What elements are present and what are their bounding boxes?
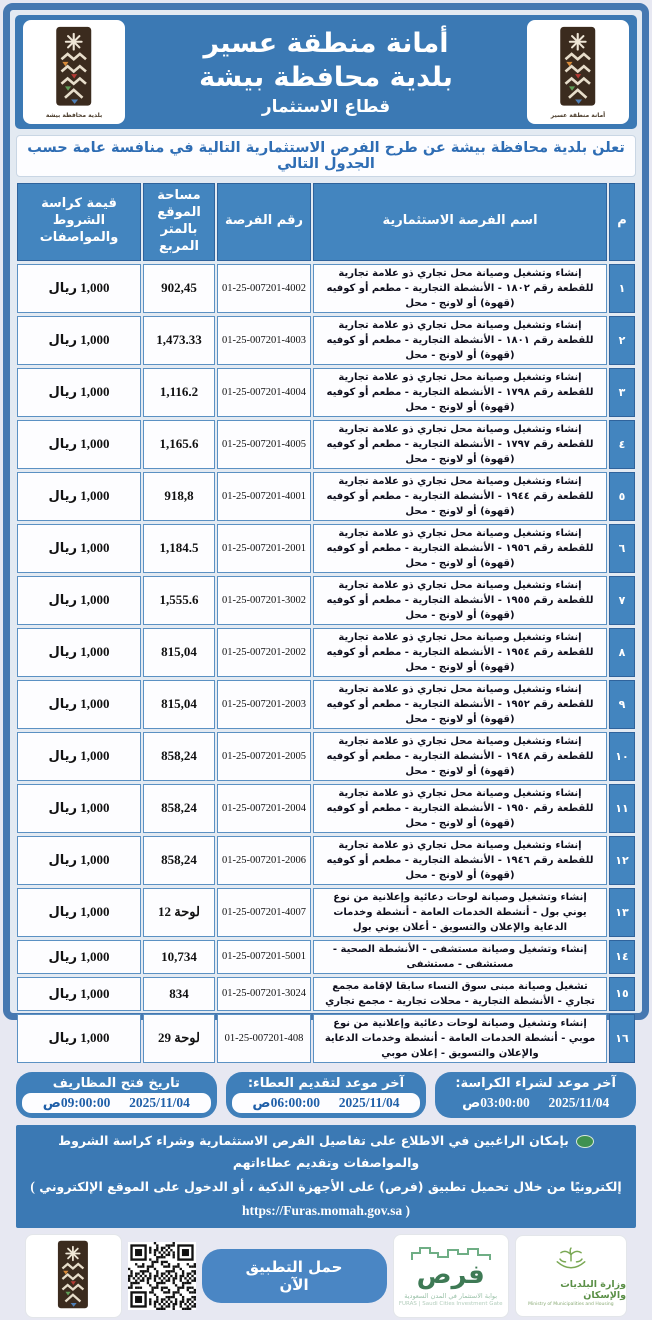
cell-index: ١٢ bbox=[609, 836, 635, 885]
cell-opportunity-number: 01-25-007201-4005 bbox=[217, 420, 311, 469]
cell-index: ١٦ bbox=[609, 1014, 635, 1063]
cell-site-area: 1,555.6 bbox=[143, 576, 215, 625]
table-row bbox=[17, 576, 635, 625]
cell-site-area: 902,45 bbox=[143, 264, 215, 313]
table-header-row bbox=[17, 183, 635, 261]
cell-opportunity-number: 01-25-007201-4007 bbox=[217, 888, 311, 937]
cell-opportunity-name: إنشاء وتشغيل وصيانة محل تجاري ذو علامة تجارية للقطعة رقم ١٩٤٦ - الأنشطة التجارية - مطعم أو كوفيه (قهوة) أو لاونج - محل bbox=[313, 836, 607, 885]
cell-booklet-price: 1,000 ريال bbox=[17, 420, 141, 469]
deadlines bbox=[16, 1072, 636, 1118]
cell-site-area: 834 bbox=[143, 977, 215, 1011]
cell-booklet-price: 1,000 ريال bbox=[17, 977, 141, 1011]
cell-opportunity-name: إنشاء وتشغيل وصيانة محل تجاري ذو علامة تجارية للقطعة رقم ١٧٩٨ - الأنشطة التجارية - مطعم أو كوفيه (قهوة) أو لاونج - محل bbox=[313, 368, 607, 417]
cell-opportunity-name: إنشاء وتشغيل وصيانة محل تجاري ذو علامة تجارية للقطعة رقم ١٩٤٨ - الأنشطة التجارية - مطعم أو كوفيه (قهوة) أو لاونج - محل bbox=[313, 732, 607, 781]
title-baladiya: بلدية محافظة بيشة bbox=[199, 62, 453, 93]
col-header-number: رقم الفرصة bbox=[217, 183, 311, 261]
deadline-label: تاريخ فتح المظاريف bbox=[52, 1075, 180, 1091]
cell-opportunity-name: إنشاء وتشغيل وصيانة لوحات دعائية وإعلانية من نوع يوني بول - أنشطة الخدمات العامة - أنشطة وخدمات الدعاية والإعلان والتسويق - أعلان يوني بول bbox=[313, 888, 607, 937]
cell-site-area: 918,8 bbox=[143, 472, 215, 521]
cell-opportunity-number: 01-25-007201-5001 bbox=[217, 940, 311, 974]
title-sector: قطاع الاستثمار bbox=[261, 96, 391, 117]
cell-opportunity-number: 01-25-007201-4002 bbox=[217, 264, 311, 313]
table-row bbox=[17, 472, 635, 521]
furas-skyline-icon bbox=[408, 1245, 494, 1265]
cell-booklet-price: 1,000 ريال bbox=[17, 524, 141, 573]
cell-opportunity-number: 01-25-007201-4004 bbox=[217, 368, 311, 417]
furas-url-link[interactable]: ( https://Furas.momah.gov.sa ) bbox=[30, 1178, 410, 1218]
cell-opportunity-number: 01-25-007201-3002 bbox=[217, 576, 311, 625]
cell-index: ١٠ bbox=[609, 732, 635, 781]
cell-site-area: 1,165.6 bbox=[143, 420, 215, 469]
cell-index: ٢ bbox=[609, 316, 635, 365]
cell-index: ٩ bbox=[609, 680, 635, 729]
table-row bbox=[17, 368, 635, 417]
qr-code bbox=[128, 1242, 196, 1310]
furas-caption-ar: بوابة الاستثمار في المدن السعودية bbox=[404, 1292, 498, 1300]
deadline-date: 2025/11/04 bbox=[338, 1094, 400, 1110]
col-header-price: قيمة كراسة الشروط والمواصفات bbox=[17, 183, 141, 261]
cell-site-area: 858,24 bbox=[143, 732, 215, 781]
col-header-name: اسم الفرصة الاستثمارية bbox=[313, 183, 607, 261]
cell-index: ١١ bbox=[609, 784, 635, 833]
ministry-name: وزارة البلديات والإسكان bbox=[560, 1278, 626, 1301]
title-amana: أمانة منطقة عسير bbox=[203, 28, 449, 60]
header bbox=[15, 15, 637, 129]
deadline-value bbox=[22, 1093, 211, 1113]
cell-opportunity-name: إنشاء وتشغيل وصيانة محل تجاري ذو علامة تجارية للقطعة رقم ١٨٠٢ - الأنشطة التجارية - مطعم أو كوفيه (قهوة) أو لاونج - محل bbox=[313, 264, 607, 313]
cell-booklet-price: 1,000 ريال bbox=[17, 888, 141, 937]
cell-opportunity-number: 01-25-007201-408 bbox=[217, 1014, 311, 1063]
cell-booklet-price: 1,000 ريال bbox=[17, 940, 141, 974]
cell-opportunity-name: إنشاء وتشغيل وصيانة محل تجاري ذو علامة تجارية للقطعة رقم ١٩٤٤ - الأنشطة التجارية - مطعم أو كوفيه (قهوة) أو لاونج - محل bbox=[313, 472, 607, 521]
cell-opportunity-number: 01-25-007201-2002 bbox=[217, 628, 311, 677]
municipality-logo-card bbox=[25, 1234, 122, 1318]
table-row bbox=[17, 888, 635, 937]
cell-site-area: 29 لوحة bbox=[143, 1014, 215, 1063]
cell-booklet-price: 1,000 ريال bbox=[17, 368, 141, 417]
col-header-area: مساحة الموقع بالمتر المربع bbox=[143, 183, 215, 261]
cell-opportunity-number: 01-25-007201-2003 bbox=[217, 680, 311, 729]
green-bullet-icon bbox=[576, 1135, 594, 1148]
download-app-button[interactable]: حمل التطبيق الآن bbox=[202, 1249, 387, 1303]
announcement-poster bbox=[3, 3, 649, 1307]
amana-logo-card bbox=[527, 20, 629, 124]
cell-index: ١٤ bbox=[609, 940, 635, 974]
deadline-label: آخر موعد لشراء الكراسة: bbox=[455, 1075, 616, 1091]
cell-site-area: 815,04 bbox=[143, 680, 215, 729]
deadline-time: 09:00:00ص bbox=[42, 1094, 111, 1110]
baladiya-bisha-logo-icon bbox=[54, 26, 93, 110]
cell-opportunity-name: إنشاء وتشغيل وصيانة محل تجاري ذو علامة تجارية للقطعة رقم ١٩٥٢ - الأنشطة التجارية - مطعم أو كوفيه (قهوة) أو لاونج - محل bbox=[313, 680, 607, 729]
cell-opportunity-number: 01-25-007201-2004 bbox=[217, 784, 311, 833]
notice-line1-text: بإمكان الراغبين في الاطلاع على تفاصيل الفرص الاستثمارية وشراء كراسة الشروط والمواصفات وتقديم عطاءاتهم bbox=[58, 1132, 569, 1171]
cell-booklet-price: 1,000 ريال bbox=[17, 784, 141, 833]
amana-logo-caption: أمانة منطقة عسير bbox=[550, 111, 606, 119]
ministry-name-en: Ministry of Municipalities and Housing bbox=[528, 1301, 614, 1307]
notice-line2 bbox=[24, 1175, 628, 1224]
cell-site-area: 10,734 bbox=[143, 940, 215, 974]
deadline-open-envelopes bbox=[16, 1072, 217, 1118]
cell-opportunity-number: 01-25-007201-2005 bbox=[217, 732, 311, 781]
cell-opportunity-name: إنشاء وتشغيل وصيانة مستشفى - الأنشطة الصحية - مستشفى - مستشفى bbox=[313, 940, 607, 974]
deadline-submit-bids bbox=[226, 1072, 427, 1118]
baladiya-logo-card bbox=[23, 20, 125, 124]
cell-booklet-price: 1,000 ريال bbox=[17, 1014, 141, 1063]
deadline-value bbox=[232, 1093, 421, 1113]
cell-site-area: 1,473.33 bbox=[143, 316, 215, 365]
cell-opportunity-number: 01-25-007201-2001 bbox=[217, 524, 311, 573]
cell-index: ٨ bbox=[609, 628, 635, 677]
table-row bbox=[17, 940, 635, 974]
cell-opportunity-name: تشغيل وصيانة مبنى سوق النساء سابقا لإقامة مجمع تجاري - الأنشطة التجارية - محلات تجارية - مجمع تجاري bbox=[313, 977, 607, 1011]
deadline-value bbox=[441, 1093, 630, 1113]
cell-index: ٦ bbox=[609, 524, 635, 573]
cell-site-area: 1,116.2 bbox=[143, 368, 215, 417]
table-row bbox=[17, 524, 635, 573]
furas-logo-card bbox=[393, 1234, 509, 1318]
cell-booklet-price: 1,000 ريال bbox=[17, 472, 141, 521]
table-row bbox=[17, 1014, 635, 1063]
cell-opportunity-number: 01-25-007201-2006 bbox=[217, 836, 311, 885]
cell-index: ٥ bbox=[609, 472, 635, 521]
notice-line2-text: إلكترونيًا من خلال تحميل تطبيق (فرص) على الأجهزة الذكية ، أو الدخول على الموقع الإلكتروني bbox=[39, 1178, 622, 1194]
cell-index: ٧ bbox=[609, 576, 635, 625]
cell-opportunity-name: إنشاء وتشغيل وصيانة محل تجاري ذو علامة تجارية للقطعة رقم ١٨٠١ - الأنشطة التجارية - مطعم أو كوفيه (قهوة) أو لاونج - محل bbox=[313, 316, 607, 365]
table-row bbox=[17, 420, 635, 469]
cell-opportunity-name: إنشاء وتشغيل وصيانة محل تجاري ذو علامة تجارية للقطعة رقم ١٩٥٦ - الأنشطة التجارية - مطعم أو كوفيه (قهوة) أو لاونج - محل bbox=[313, 524, 607, 573]
opportunities-table bbox=[15, 180, 637, 1066]
cell-opportunity-name: إنشاء وتشغيل وصيانة محل تجاري ذو علامة تجارية للقطعة رقم ١٩٥٥ - الأنشطة التجارية - مطعم أو كوفيه (قهوة) أو لاونج - محل bbox=[313, 576, 607, 625]
cell-site-area: 858,24 bbox=[143, 836, 215, 885]
municipality-logo-icon bbox=[56, 1240, 90, 1312]
notice-line1 bbox=[24, 1130, 628, 1175]
cell-booklet-price: 1,000 ريال bbox=[17, 680, 141, 729]
ministry-logo-card bbox=[515, 1235, 627, 1317]
partners-bar bbox=[15, 1228, 637, 1320]
deadline-date: 2025/11/04 bbox=[548, 1094, 610, 1110]
cell-booklet-price: 1,000 ريال bbox=[17, 732, 141, 781]
cell-site-area: 815,04 bbox=[143, 628, 215, 677]
cell-site-area: 858,24 bbox=[143, 784, 215, 833]
cell-opportunity-number: 01-25-007201-4003 bbox=[217, 316, 311, 365]
cell-booklet-price: 1,000 ريال bbox=[17, 316, 141, 365]
header-titles bbox=[125, 27, 527, 117]
cell-booklet-price: 1,000 ريال bbox=[17, 836, 141, 885]
table-body bbox=[17, 264, 635, 1063]
footer-notice bbox=[16, 1125, 636, 1229]
table-row bbox=[17, 836, 635, 885]
furas-caption-en: FURAS | Saudi Cities Investment Gate bbox=[398, 1301, 503, 1307]
table-row bbox=[17, 316, 635, 365]
cell-site-area: 1,184.5 bbox=[143, 524, 215, 573]
cell-booklet-price: 1,000 ريال bbox=[17, 576, 141, 625]
cell-index: ٣ bbox=[609, 368, 635, 417]
announcement-strip: تعلن بلدية محافظة بيشة عن طرح الفرص الاستثمارية التالية في منافسة عامة حسب الجدول التالي bbox=[16, 135, 636, 177]
cell-index: ١٥ bbox=[609, 977, 635, 1011]
deadline-time: 03:00:00ص bbox=[462, 1094, 530, 1110]
deadline-label: آخر موعد لتقديم العطاء: bbox=[247, 1075, 405, 1091]
col-header-index: م bbox=[609, 183, 635, 261]
deadline-buy-booklet bbox=[435, 1072, 636, 1118]
cell-booklet-price: 1,000 ريال bbox=[17, 264, 141, 313]
table-row bbox=[17, 264, 635, 313]
deadline-time: 06:00:00ص bbox=[252, 1094, 321, 1110]
cell-opportunity-name: إنشاء وتشغيل وصيانة لوحات دعائية وإعلانية من نوع موبي - أنشطة الخدمات العامة - أنشطة وخدمات الدعاية والإعلان والتسويق - إعلان موبي bbox=[313, 1014, 607, 1063]
cell-opportunity-name: إنشاء وتشغيل وصيانة محل تجاري ذو علامة تجارية للقطعة رقم ١٩٥٠ - الأنشطة التجارية - مطعم أو كوفيه (قهوة) أو لاونج - محل bbox=[313, 784, 607, 833]
table-row bbox=[17, 628, 635, 677]
baladiya-logo-caption: بلدية محافظة بيشة bbox=[45, 111, 103, 119]
cell-index: ٤ bbox=[609, 420, 635, 469]
ministry-logo-icon bbox=[549, 1246, 593, 1278]
table-row bbox=[17, 680, 635, 729]
cell-opportunity-number: 01-25-007201-4001 bbox=[217, 472, 311, 521]
table-row bbox=[17, 977, 635, 1011]
amana-asir-logo-icon bbox=[558, 26, 597, 110]
cell-opportunity-name: إنشاء وتشغيل وصيانة محل تجاري ذو علامة تجارية للقطعة رقم ١٧٩٧ - الأنشطة التجارية - مطعم أو كوفيه (قهوة) أو لاونج - محل bbox=[313, 420, 607, 469]
cell-index: ١٣ bbox=[609, 888, 635, 937]
table-row bbox=[17, 784, 635, 833]
furas-wordmark: فرص bbox=[416, 1260, 485, 1291]
cell-booklet-price: 1,000 ريال bbox=[17, 628, 141, 677]
table-row bbox=[17, 732, 635, 781]
deadline-date: 2025/11/04 bbox=[129, 1094, 190, 1110]
cell-opportunity-name: إنشاء وتشغيل وصيانة محل تجاري ذو علامة تجارية للقطعة رقم ١٩٥٤ - الأنشطة التجارية - مطعم أو كوفيه (قهوة) أو لاونج - محل bbox=[313, 628, 607, 677]
cell-site-area: 12 لوحة bbox=[143, 888, 215, 937]
cell-index: ١ bbox=[609, 264, 635, 313]
cell-opportunity-number: 01-25-007201-3024 bbox=[217, 977, 311, 1011]
